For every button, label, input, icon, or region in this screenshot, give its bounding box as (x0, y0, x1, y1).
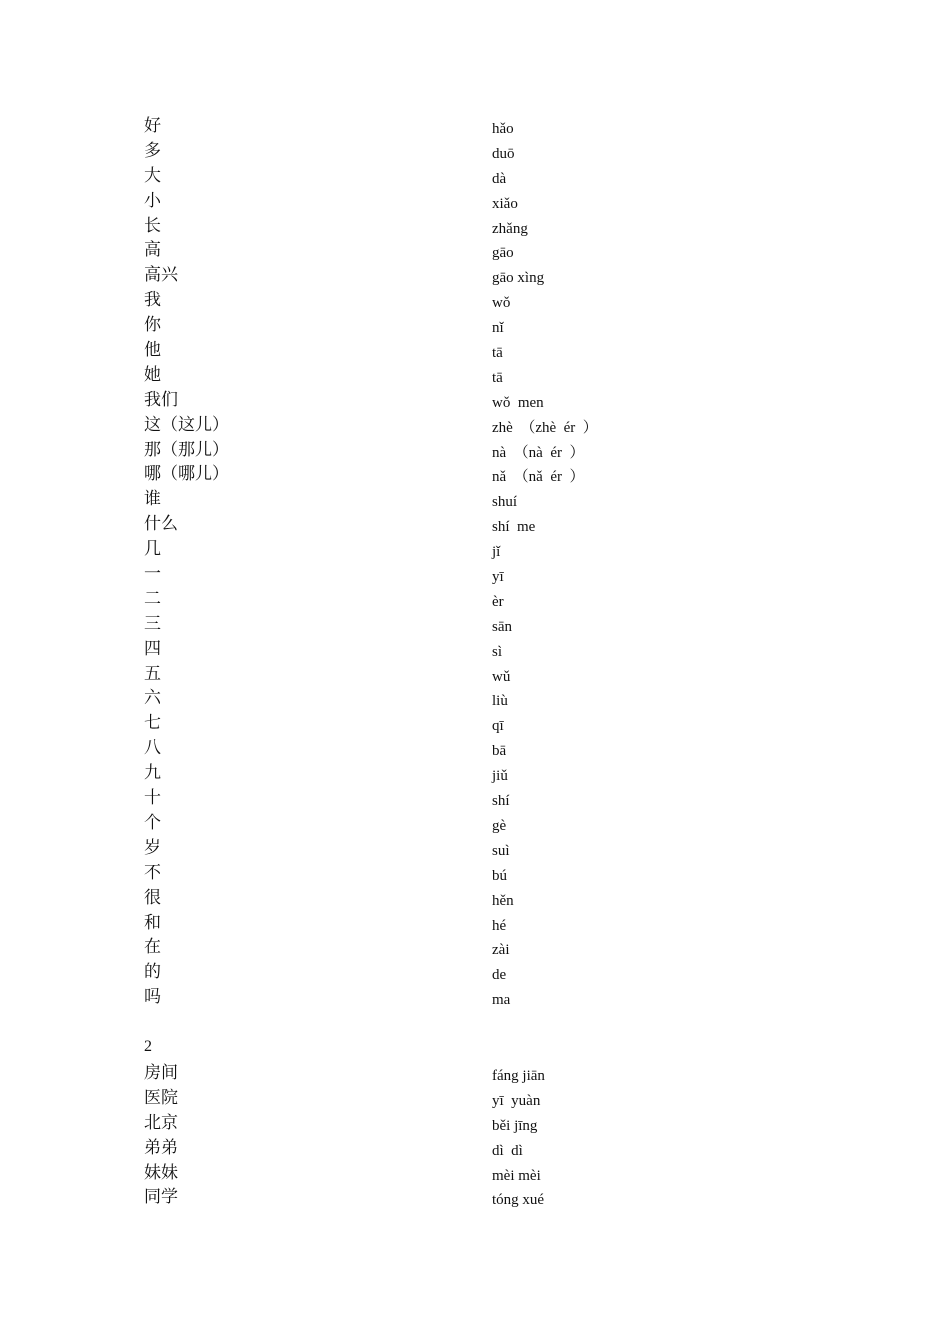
hanzi-word: 医院 (144, 1087, 178, 1108)
pinyin-reading: zhè （zhè ér ） (492, 419, 598, 436)
pinyin-reading: nǐ (492, 320, 504, 337)
hanzi-word: 什么 (144, 514, 178, 535)
pinyin-reading: de (492, 967, 507, 984)
vocab-row (0, 537, 950, 562)
hanzi-word: 一 (144, 564, 161, 585)
vocab-row (0, 861, 950, 886)
vocab-row (0, 886, 950, 911)
pinyin-reading: hǎo (492, 121, 514, 137)
pinyin-reading: bú (492, 867, 507, 884)
pinyin-reading: nǎ （nǎ ér ） (492, 469, 585, 486)
vocab-row (0, 388, 950, 413)
hanzi-word: 好 (144, 116, 161, 136)
vocab-row (0, 1161, 950, 1186)
vocab-row (0, 562, 950, 587)
pinyin-reading: tā (492, 369, 503, 386)
vocab-row (0, 911, 950, 936)
hanzi-word: 九 (144, 763, 161, 784)
pinyin-reading: liù (492, 693, 508, 710)
vocabulary-section-2 (0, 1061, 950, 1210)
hanzi-word: 她 (144, 364, 161, 385)
pinyin-reading: hé (492, 917, 507, 934)
hanzi-word: 很 (144, 887, 161, 908)
pinyin-reading: sān (492, 618, 512, 635)
vocab-row (0, 263, 950, 288)
vocab-row (0, 462, 950, 487)
hanzi-word: 二 (144, 588, 161, 609)
pinyin-reading: duō (492, 145, 515, 162)
vocab-row (0, 413, 950, 438)
vocabulary-section-1 (0, 114, 950, 1010)
hanzi-word: 弟弟 (144, 1137, 178, 1158)
pinyin-reading: běi jīng (492, 1117, 538, 1134)
hanzi-word: 吗 (144, 987, 161, 1008)
hanzi-word: 房间 (144, 1063, 178, 1083)
hanzi-word: 和 (144, 912, 161, 933)
pinyin-reading: shí (492, 793, 510, 810)
hanzi-word: 小 (144, 190, 161, 211)
pinyin-reading: shuí (492, 494, 518, 511)
pinyin-reading: hěn (492, 892, 514, 909)
pinyin-reading: wǒ men (492, 394, 544, 411)
hanzi-word: 北京 (144, 1112, 178, 1133)
hanzi-word: 多 (144, 140, 161, 161)
vocab-row (0, 288, 950, 313)
hanzi-word: 谁 (144, 489, 161, 510)
hanzi-word: 这（这儿） (144, 414, 229, 435)
hanzi-word: 我们 (144, 389, 178, 410)
hanzi-word: 几 (144, 539, 161, 560)
hanzi-word: 我 (144, 290, 161, 311)
hanzi-word: 四 (144, 638, 161, 659)
hanzi-word: 三 (144, 613, 161, 634)
pinyin-reading: xiǎo (492, 195, 518, 212)
hanzi-word: 五 (144, 663, 161, 684)
hanzi-word: 你 (144, 315, 161, 336)
vocab-row (0, 736, 950, 761)
vocab-row (0, 313, 950, 338)
hanzi-word: 大 (144, 165, 161, 186)
pinyin-reading: wǒ (492, 295, 511, 312)
pinyin-reading: ma (492, 992, 511, 1009)
vocab-row (0, 836, 950, 861)
hanzi-word: 的 (144, 962, 161, 983)
pinyin-reading: yī yuàn (492, 1092, 541, 1109)
vocab-row (0, 164, 950, 189)
vocab-row (0, 114, 950, 139)
vocab-row (0, 960, 950, 985)
vocab-row (0, 338, 950, 363)
pinyin-reading: tā (492, 345, 503, 362)
pinyin-reading: jiǔ (492, 768, 508, 785)
vocab-row (0, 1185, 950, 1210)
pinyin-reading: gāo (492, 245, 514, 262)
vocab-row (0, 214, 950, 239)
hanzi-word: 他 (144, 340, 161, 361)
hanzi-word: 不 (144, 862, 161, 883)
section-number-heading: 2 (144, 1038, 152, 1055)
vocab-row (0, 711, 950, 736)
hanzi-word: 个 (144, 812, 161, 833)
vocab-row (0, 238, 950, 263)
vocab-row (0, 1111, 950, 1136)
hanzi-word: 高兴 (144, 265, 178, 286)
pinyin-reading: nà （nà ér ） (492, 444, 585, 461)
pinyin-reading: yī (492, 569, 504, 586)
vocab-row (0, 637, 950, 662)
vocab-row (0, 811, 950, 836)
vocab-row (0, 1136, 950, 1161)
pinyin-reading: zhǎng (492, 220, 528, 237)
vocab-row (0, 662, 950, 687)
pinyin-reading: dì dì (492, 1142, 523, 1159)
hanzi-word: 同学 (144, 1187, 178, 1208)
vocab-row (0, 139, 950, 164)
vocab-row (0, 786, 950, 811)
hanzi-word: 高 (144, 240, 161, 261)
pinyin-reading: qī (492, 718, 504, 735)
hanzi-word: 妹妹 (144, 1162, 178, 1183)
vocab-row (0, 438, 950, 463)
pinyin-reading: wǔ (492, 668, 511, 685)
vocab-row (0, 761, 950, 786)
hanzi-word: 岁 (144, 837, 161, 858)
hanzi-word: 八 (144, 738, 161, 759)
hanzi-word: 七 (144, 713, 161, 734)
vocab-row (0, 935, 950, 960)
vocab-row (0, 1086, 950, 1111)
hanzi-word: 长 (144, 215, 161, 236)
pinyin-reading: dà (492, 170, 507, 187)
pinyin-reading: zài (492, 942, 510, 959)
pinyin-reading: suì (492, 842, 510, 859)
pinyin-reading: èr (492, 593, 504, 610)
hanzi-word: 十 (144, 788, 161, 809)
vocab-row (0, 189, 950, 214)
hanzi-word: 六 (144, 688, 161, 709)
vocab-row (0, 587, 950, 612)
vocab-row (0, 686, 950, 711)
pinyin-reading: gè (492, 817, 507, 834)
pinyin-reading: bā (492, 743, 507, 760)
hanzi-word: 在 (144, 937, 161, 958)
pinyin-reading: fáng jiān (492, 1068, 545, 1084)
hanzi-word: 那（那儿） (144, 439, 229, 460)
vocab-row (0, 985, 950, 1010)
vocab-row (0, 487, 950, 512)
pinyin-reading: tóng xué (492, 1192, 545, 1209)
pinyin-reading: jǐ (492, 544, 501, 561)
pinyin-reading: shí me (492, 519, 536, 536)
pinyin-reading: sì (492, 643, 503, 660)
pinyin-reading: mèi mèi (492, 1167, 541, 1184)
hanzi-word: 哪（哪儿） (144, 464, 229, 485)
vocab-row (0, 512, 950, 537)
vocab-row (0, 1061, 950, 1086)
vocab-row (0, 612, 950, 637)
pinyin-reading: gāo xìng (492, 270, 545, 287)
vocab-row (0, 363, 950, 388)
